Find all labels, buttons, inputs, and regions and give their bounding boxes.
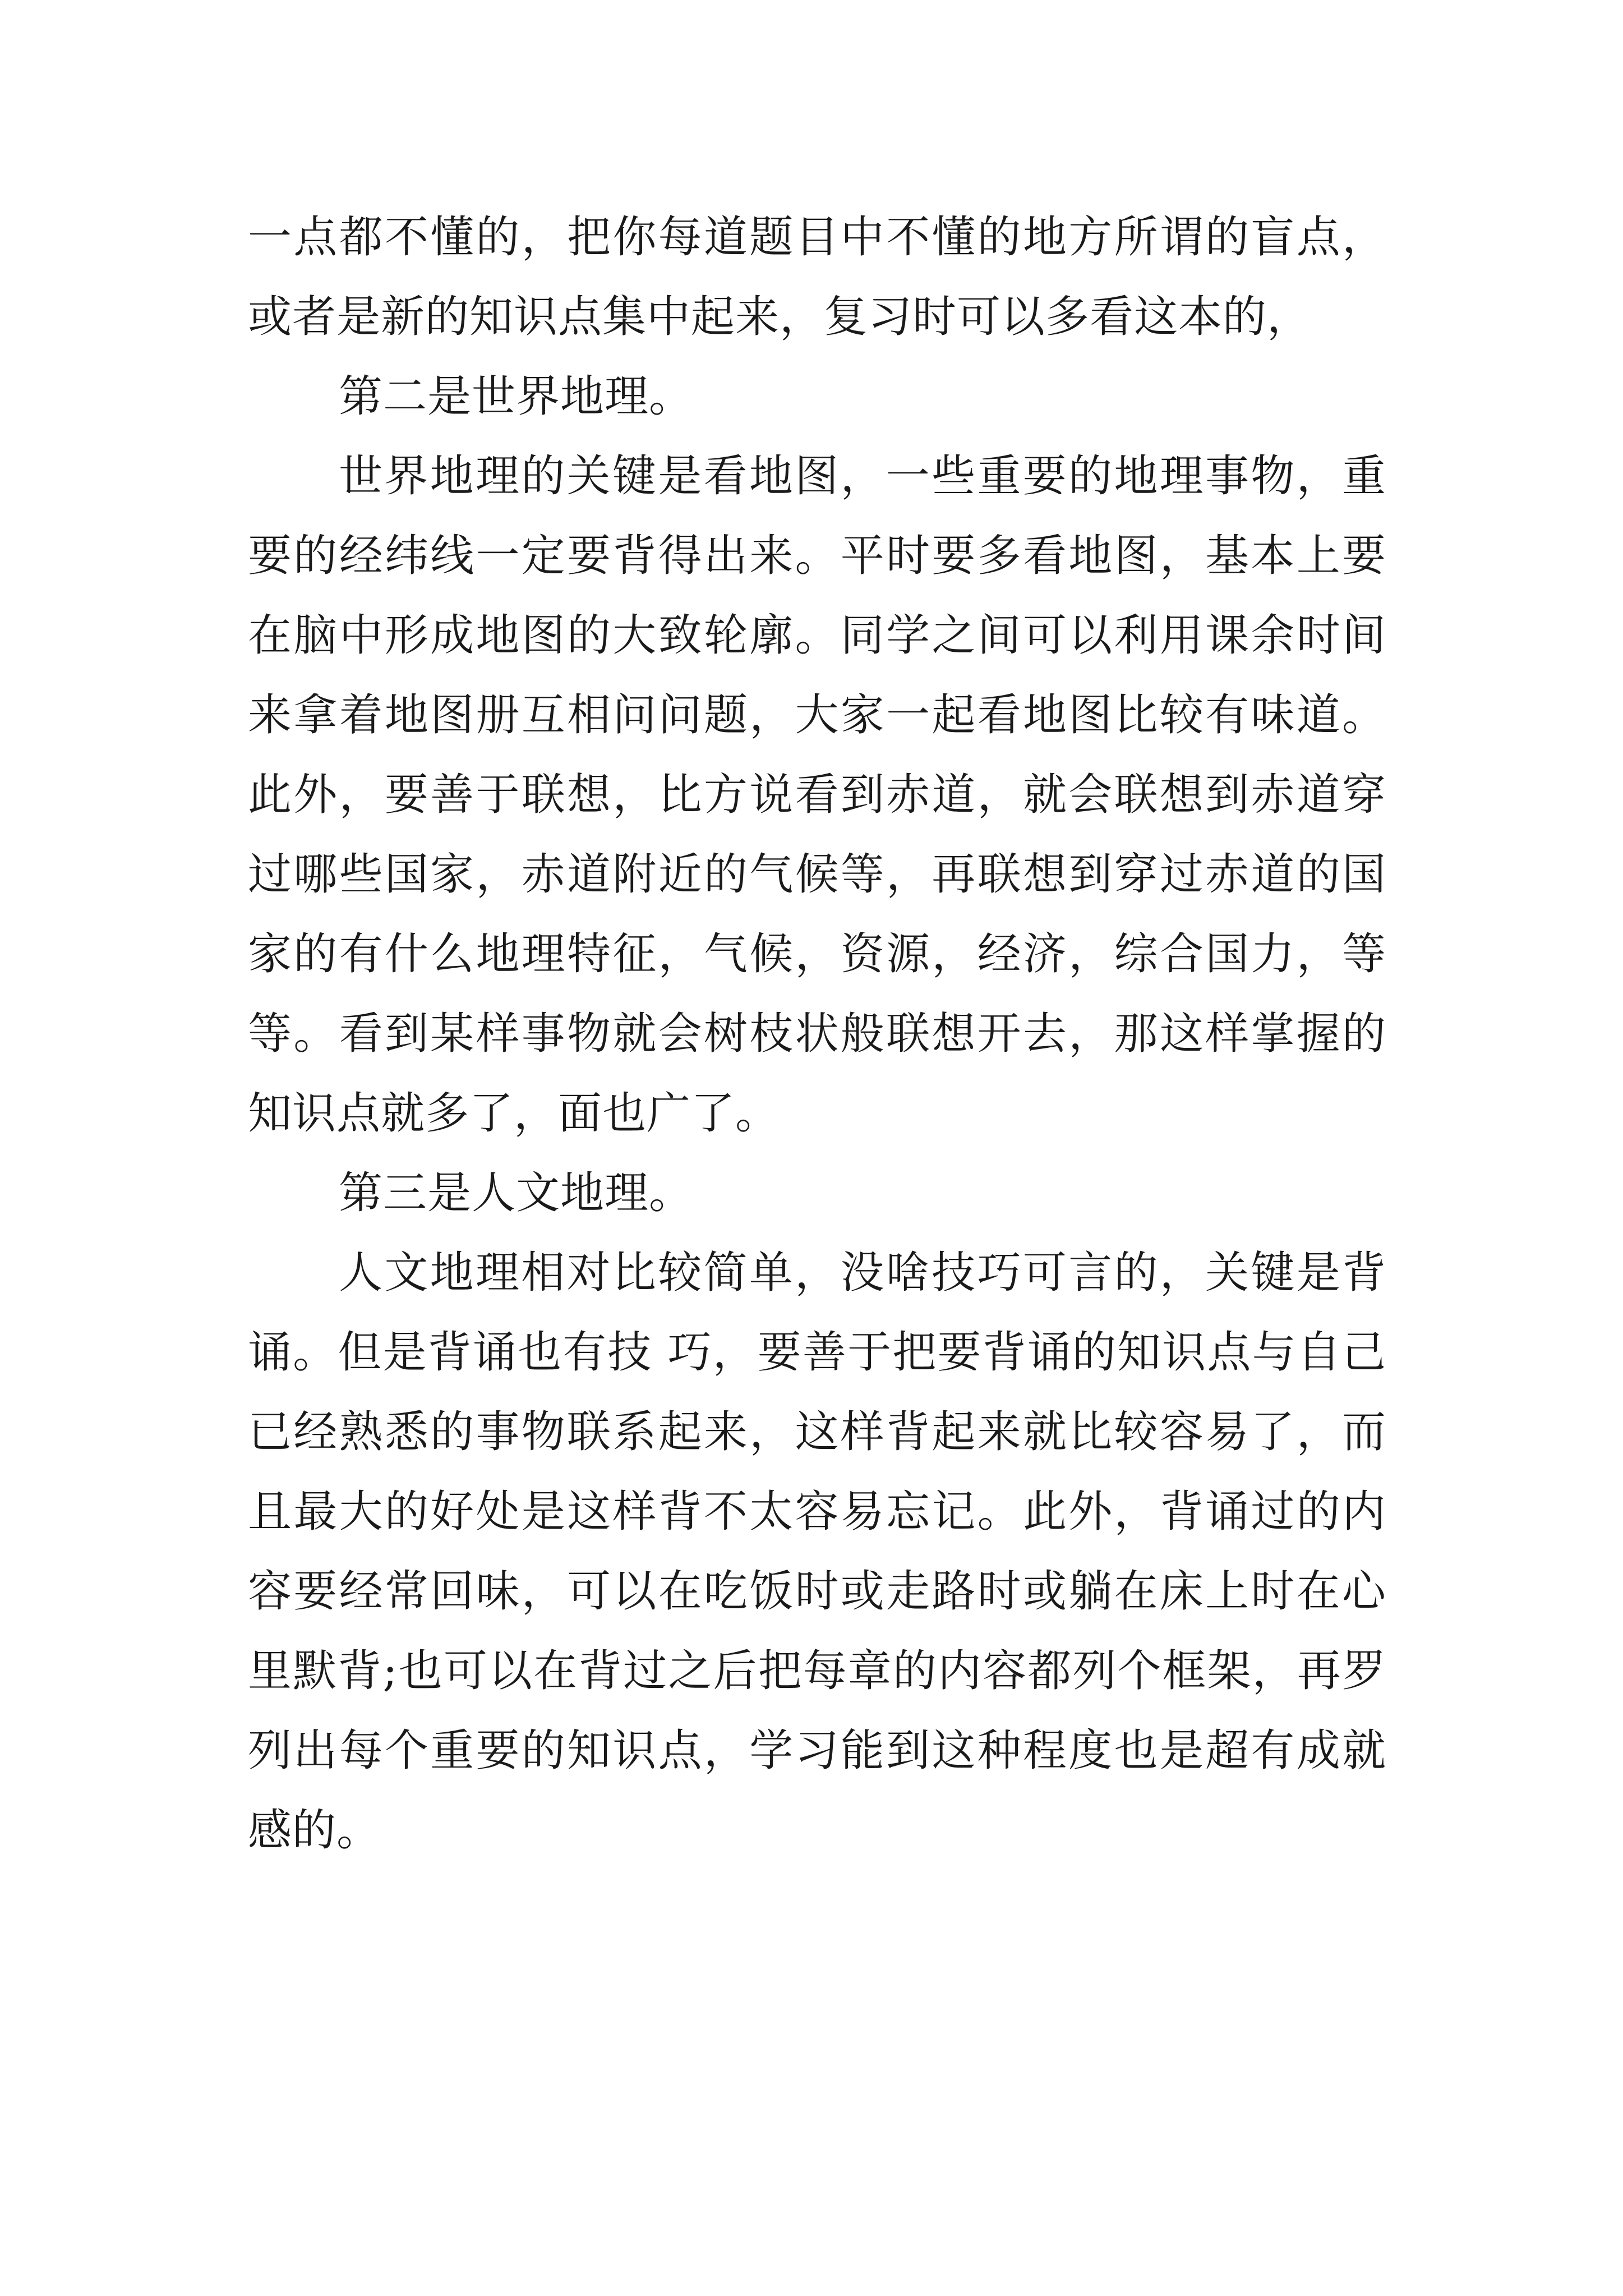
section-heading-world-geography: 第二是世界地理。 (339, 371, 694, 422)
paragraph-human-geography: 人文地理相对比较简单，没啥技巧可言的，关键是背诵。但是背诵也有技 巧，要善于把要背诵的知识点与自己已经熟悉的事物联系起来，这样背起来就比较容易了，而且最大的好处是这样背不太容易忘记。此外，背诵过的内容要经常回味，可以在吃饭时或走路时或躺在床上时在心里默背;也可以在背过之后把每章的内容都列个框架，再罗列出每个重要的知识点，学习能到这种程度也是超有成就感的。 (248, 1248, 1386, 1856)
section-heading-human-geography: 第三是人文地理。 (339, 1168, 694, 1218)
paragraph-world-geography: 世界地理的关键是看地图，一些重要的地理事物，重要的经纬线一定要背得出来。平时要多看地图，基本上要在脑中形成地图的大致轮廓。同学之间可以利用课余时间来拿着地图册互相问问题，大家一起看地图比较有味道。此外，要善于联想，比方说看到赤道，就会联想到赤道穿过哪些国家，赤道附近的气候等，再联想到穿过赤道的国家的有什么地理特征，气候，资源，经济，综合国力，等等。看到某样事物就会树枝状般联想开去，那这样掌握的知识点就多了，面也广了。 (248, 451, 1386, 1139)
body-text (248, 197, 1386, 1870)
paragraph-continuation: 一点都不懂的，把你每道题目中不懂的地方所谓的盲点，或者是新的知识点集中起来，复习时可以多看这本的， (248, 212, 1386, 342)
